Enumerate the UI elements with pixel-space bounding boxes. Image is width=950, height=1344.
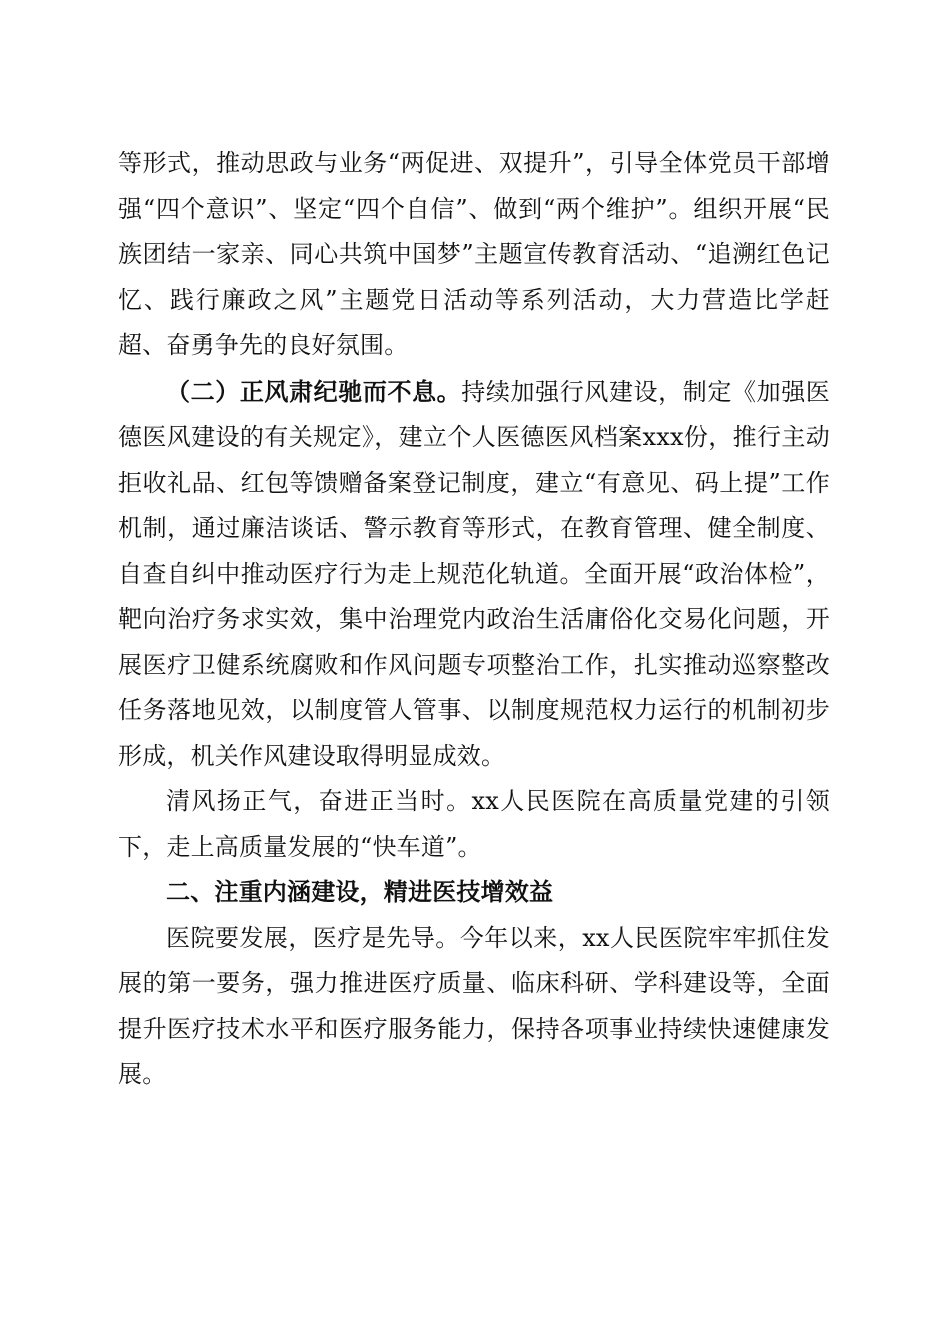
document-body — [118, 141, 830, 1098]
paragraph-continuation: 等形式，推动思政与业务“两促进、双提升”，引导全体党员干部增强“四个意识”、坚定“四个自信”、做到“两个维护”。组织开展“民族团结一家亲、同心共筑中国梦”主题宣传教育活动、“追溯红色记忆、践行廉政之风”主题党日活动等系列活动，大力营造比学赶超、奋勇争先的良好氛围。 — [118, 149, 830, 359]
section-heading: 二、注重内涵建设，精进医技增效益 — [166, 878, 554, 906]
paragraph-summary: 清风扬正气，奋进正当时。xx人民医院在高质量党建的引领下，走上高质量发展的“快车道”。 — [118, 787, 830, 861]
paragraph-section-intro: 医院要发展，医疗是先导。今年以来，xx人民医院牢牢抓住发展的第一要务，强力推进医疗质量、临床科研、学科建设等，全面提升医疗技术水平和医疗服务能力，保持各项事业持续快速健康发展。 — [118, 923, 830, 1088]
subheading-lead: （二）正风肃纪驰而不息。 — [166, 376, 462, 406]
paragraph-body: 持续加强行风建设，制定《加强医德医风建设的有关规定》，建立个人医德医风档案xxx份，推行主动拒收礼品、红包等馈赠备案登记制度，建立“有意见、码上提”工作机制，通过廉洁谈话、警示教育等形式，在教育管理、健全制度、自查自纠中推动医疗行为走上规范化轨道。全面开展“政治体检”，靶向治疗务求实效，集中治理党内政治生活庸俗化交易化问题，开展医疗卫健系统腐败和作风问题专项整治工作，扎实推动巡察整改任务落地见效，以制度管人管事、以制度规范权力运行的机制初步形成，机关作风建设取得明显成效。 — [118, 377, 831, 770]
paragraph-section-2 — [118, 369, 830, 780]
